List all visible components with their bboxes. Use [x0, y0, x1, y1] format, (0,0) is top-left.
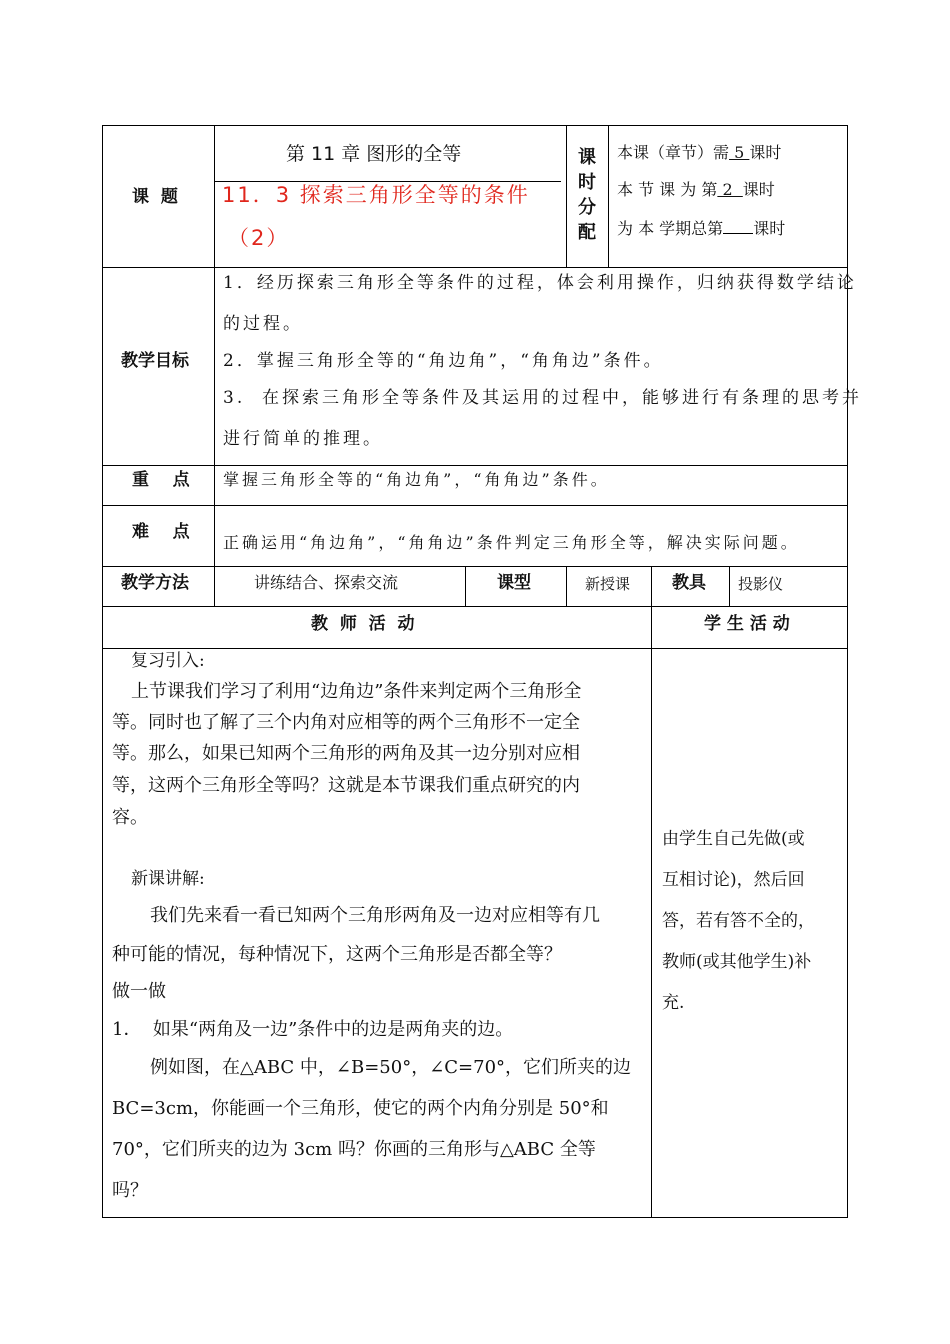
teacher-line-10: 做一做 [112, 981, 166, 1002]
period-label-char-4: 配 [578, 222, 596, 243]
method-value: 讲练结合、探索交流 [254, 573, 399, 592]
teacher-line-1: 复习引入: [131, 651, 205, 671]
title-period-divider [566, 125, 567, 268]
difficulty-text: 正确运用“角边角”，“角角边”条件判定三角形全等，解决实际问题。 [223, 533, 800, 552]
method-divider-3 [651, 566, 652, 607]
objectives-label: 教学目标 [121, 351, 189, 371]
objective-line-3: 2．掌握三角形全等的“角边角”，“角角边”条件。 [223, 351, 664, 371]
label-column-divider [214, 125, 215, 607]
lesson-type-value: 新授课 [585, 575, 631, 593]
teacher-line-5: 等，这两个三角形全等吗？这就是本节课我们重点研究的内 [112, 775, 580, 796]
period-label-char-3: 分 [578, 197, 596, 218]
teaching-tool-value: 投影仪 [738, 575, 784, 593]
difficulty-label: 难 点 [132, 522, 190, 542]
teacher-line-3: 等。同时也了解了三个内角对应相等的两个三角形不一定全 [112, 712, 580, 733]
student-line-1: 由学生自己先做(或 [662, 829, 805, 849]
teacher-line-11: 1． 如果“两角及一边”条件中的边是两角夹的边。 [112, 1019, 514, 1040]
teacher-activity-header: 教 师 活 动 [311, 614, 415, 634]
student-activity-header: 学 生 活 动 [704, 614, 790, 634]
row-divider-activity-header [102, 648, 848, 649]
period-label-char-1: 课 [578, 147, 596, 168]
period-line-2-prefix: 本 节 课 为 第 [617, 180, 718, 199]
method-label: 教学方法 [121, 573, 189, 593]
teacher-line-2: 上节课我们学习了利用“边角边”条件来判定两个三角形全 [131, 681, 582, 702]
period-line-1-suffix: 课时 [749, 143, 782, 162]
lesson-title-line2: （2） [228, 226, 290, 250]
method-divider-4 [729, 566, 730, 607]
period-line-1-prefix: 本课（章节）需 [617, 143, 730, 162]
keypoint-text: 掌握三角形全等的“角边角”，“角角边”条件。 [223, 470, 610, 489]
subject-label: 课 题 [132, 187, 178, 207]
keypoint-label: 重 点 [132, 470, 190, 490]
teacher-line-6: 容。 [112, 807, 148, 828]
period-label-char-2: 时 [578, 172, 596, 193]
period-line-1-value: 5 [729, 143, 750, 162]
teacher-line-15: 吗？ [112, 1180, 148, 1201]
teacher-line-4: 等。那么，如果已知两个三角形的两角及其一边分别对应相 [112, 743, 580, 764]
period-line-2 [617, 180, 775, 200]
student-line-3: 答，若有答不全的， [662, 911, 815, 931]
period-line-3 [617, 217, 785, 239]
period-line-3-prefix: 为 本 学期总第 [617, 219, 724, 238]
objective-line-4: 3. 在探索三角形全等条件及其运用的过程中，能够进行有条理的思考并 [223, 388, 863, 408]
objective-line-2: 的过程。 [223, 314, 303, 334]
teacher-line-8: 我们先来看一看已知两个三角形两角及一边对应相等有几 [150, 905, 600, 926]
objective-line-1: 1．经历探索三角形全等条件的过程，体会利用操作，归纳获得数学结论 [223, 273, 857, 293]
period-line-2-suffix: 课时 [742, 180, 775, 199]
title-split-line [214, 181, 561, 182]
period-line-3-suffix: 课时 [753, 219, 786, 238]
method-divider-2 [566, 566, 567, 607]
period-line-3-blank [723, 217, 753, 234]
chapter-title: 第 11 章 图形的全等 [286, 143, 462, 165]
table-border-bottom [102, 1217, 848, 1218]
student-line-4: 教师(或其他学生)补 [662, 952, 812, 972]
activity-column-divider [651, 606, 652, 1218]
period-line-2-value: 2 [717, 180, 743, 199]
teacher-line-13: BC=3cm，你能画一个三角形，使它的两个内角分别是 50°和 [112, 1098, 609, 1119]
teacher-line-12: 例如图，在△ABC 中，∠B=50°，∠C=70°，它们所夹的边 [150, 1057, 632, 1078]
period-label-divider [608, 125, 609, 268]
lesson-title-line1: 11．3 探索三角形全等的条件 [222, 183, 530, 207]
lesson-type-label: 课型 [497, 573, 531, 593]
period-line-1 [617, 143, 781, 163]
student-line-2: 互相讨论)，然后回 [662, 870, 805, 890]
teacher-line-14: 70°，它们所夹的边为 3cm 吗？你画的三角形与△ABC 全等 [112, 1139, 596, 1160]
student-line-5: 充. [662, 993, 685, 1013]
objective-line-5: 进行简单的推理。 [223, 429, 383, 449]
teacher-line-9: 种可能的情况，每种情况下，这两个三角形是否都全等？ [112, 944, 562, 965]
table-border-left [102, 125, 103, 1218]
teaching-tool-label: 教具 [672, 573, 706, 593]
method-divider-1 [465, 566, 466, 607]
teacher-line-7: 新课讲解: [131, 869, 205, 889]
